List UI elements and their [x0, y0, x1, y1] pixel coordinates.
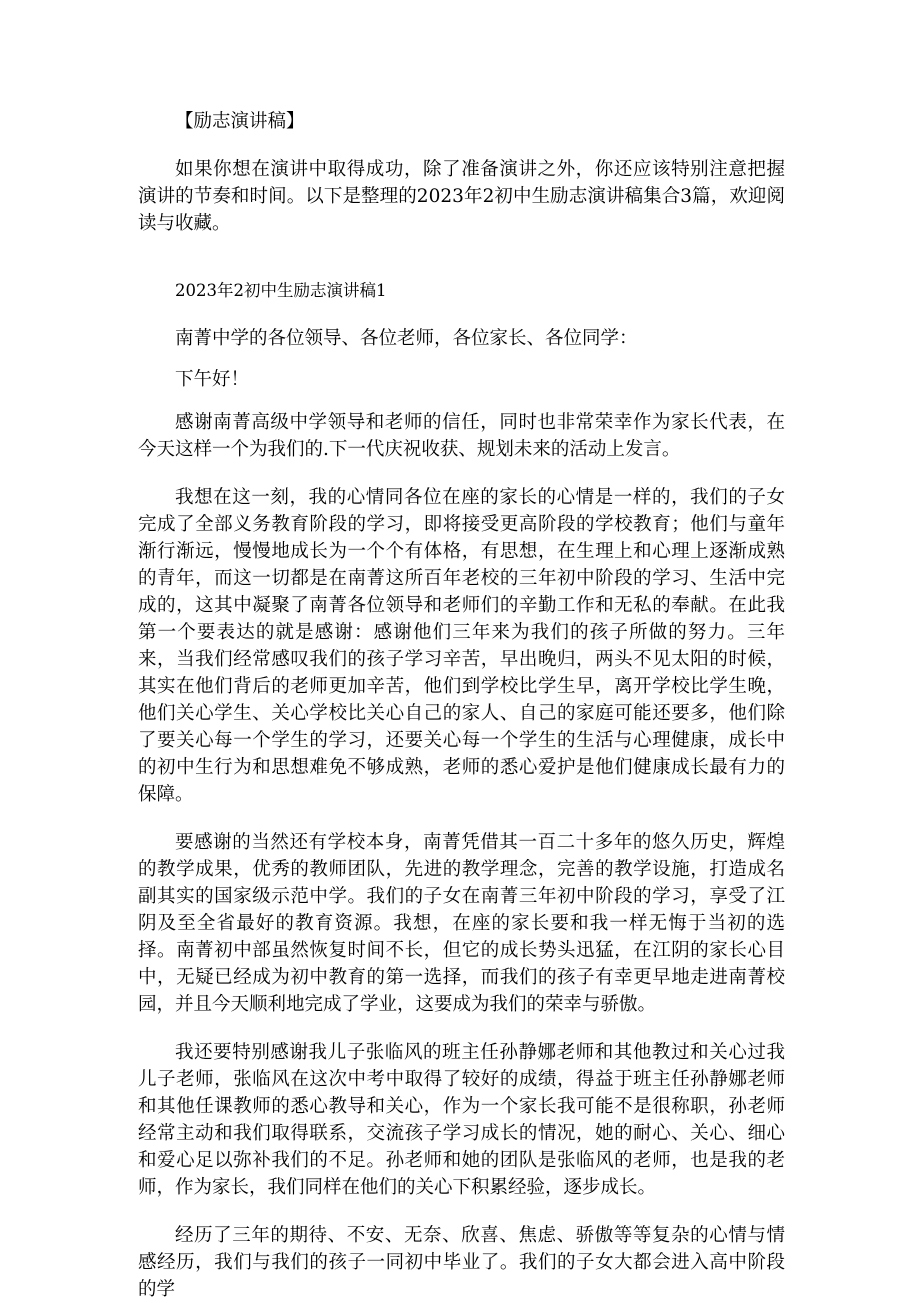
salutation: 南菁中学的各位领导、各位老师，各位家长、各位同学： [175, 328, 638, 349]
document-page [138, 108, 785, 1303]
speech-title: 2023年2初中生励志演讲稿1 [175, 281, 387, 300]
document-header: 【励志演讲稿】 [175, 111, 305, 132]
body-paragraph-1: 感谢南菁高级中学领导和老师的信任，同时也非常荣幸作为家长代表，在今天这样一个为我们的.下一代庆祝收获、规划未来的活动上发言。 [138, 412, 785, 460]
body-paragraph-5: 经历了三年的期待、不安、无奈、欣喜、焦虑、骄傲等等复杂的心情与情感经历，我们与我们的孩子一同初中毕业了。我们的子女大都会进入高中阶段的学 [138, 1225, 785, 1300]
intro-paragraph: 如果你想在演讲中取得成功，除了准备演讲之外，你还应该特别注意把握演讲的节奏和时间。以下是整理的2023年2初中生励志演讲稿集合3篇，欢迎阅读与收藏。 [138, 159, 785, 234]
body-paragraph-3: 要感谢的当然还有学校本身，南菁凭借其一百二十多年的悠久历史，辉煌的教学成果，优秀的教师团队，先进的教学理念，完善的教学设施，打造成名副其实的国家级示范中学。我们的子女在南菁三年初中阶段的学习，享受了江阴及至全省最好的教育资源。我想，在座的家长要和我一样无悔于当初的选择。南菁初中部虽然恢复时间不长，但它的成长势头迅猛，在江阴的家长心目中，无疑已经成为初中教育的第一选择，而我们的孩子有幸更早地走进南菁校园，并且今天顺利地完成了学业，这要成为我们的荣幸与骄傲。 [138, 832, 785, 1015]
body-paragraph-2: 我想在这一刻，我的心情同各位在座的家长的心情是一样的，我们的子女完成了全部义务教育阶段的学习，即将接受更高阶段的学校教育；他们与童年渐行渐远，慢慢地成长为一个个有体格，有思想，在生理上和心理上逐渐成熟的青年，而这一切都是在南菁这所百年老校的三年初中阶段的学习、生活中完成的，这其中凝聚了南菁各位领导和老师们的辛勤工作和无私的奉献。在此我第一个要表达的就是感谢：感谢他们三年来为我们的孩子所做的努力。三年来，当我们经常感叹我们的孩子学习辛苦，早出晚归，两头不见太阳的时候，其实在他们背后的老师更加辛苦，他们到学校比学生早，离开学校比学生晚，他们关心学生、关心学校比关心自己的家人、自己的家庭可能还要多，他们除了要关心每一个学生的学习，还要关心每一个学生的生活与心理健康，成长中的初中生行为和思想难免不够成熟，老师的悉心爱护是他们健康成长最有力的保障。 [138, 487, 785, 805]
greeting: 下午好！ [175, 369, 250, 390]
body-paragraph-4: 我还要特别感谢我儿子张临风的班主任孙静娜老师和其他教过和关心过我儿子老师，张临风在这次中考中取得了较好的成绩，得益于班主任孙静娜老师和其他任课教师的悉心教导和关心，作为一个家长我可能不是很称职，孙老师经常主动和我们取得联系，交流孩子学习成长的情况，她的耐心、关心、细心和爱心足以弥补我们的不足。孙老师和她的团队是张临风的老师，也是我的老师，作为家长，我们同样在他们的关心下积累经验，逐步成长。 [138, 1042, 785, 1198]
